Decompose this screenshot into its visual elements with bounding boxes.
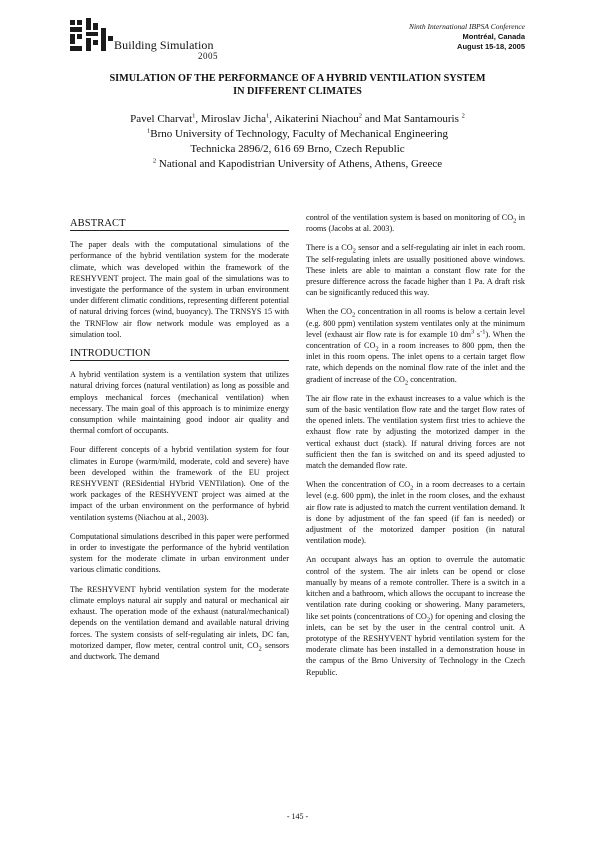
author-name: Mat Santamouris [383,113,459,125]
page-number: - 145 - [286,812,309,821]
intro-paragraph-1: A hybrid ventilation system is a ventilation system that utilizes natural driving forces (natural ventilation) as long as possible and employs mechanical forces (mechanical ventilation) when necessary. The main goal of this approach is to minimize energy consumption while maintaining good indoor air quality and thermal comfort of occupants. [70,370,289,436]
intro-paragraph-2: Four different concepts of a hybrid ventilation system for four climates in Europe (warm/mild, moderate, cold and severe) have been developed within the framework of the EU project RESHYVENT (RESidential HYbrid VENTilation). One of the work packages of the RESHYVENT project was aimed at the impact of the urban environment on the performance of hybrid ventilation systems (Niachou at al., 2003). [70,445,289,522]
affiliation-1: $^1$Brno University of Technology, Faculty of Mechanical Engineering [147,127,448,140]
body-paragraph-5: When the concentration of $CO_2$ in a room decreases to a certain level (e.g. 600 ppm), the inlet in the room closes, and the exhaust air flow rate is adjusted to match the current ventilation demand. It is done by adjustment of the fan speed (if fan is needed) or adjustment of the motorized damper position (in natural ventilation mode). [306,480,525,546]
abstract-heading: ABSTRACT [70,218,289,231]
left-column [70,212,289,670]
paper-title [70,72,525,98]
affiliation-2: $^2$ National and Kapodistrian University of Athens, Athens, Greece [152,157,443,170]
logo-text: Building Simulation [114,38,214,52]
body-paragraph-3: When the $CO_2$ concentration in all rooms is below a certain level (e.g. 800 ppm) ventilation system ventilates only at the minimum level (exhaust air flow rate is for example 10 $dm^3$ $s^{-1}$). When the concentration of $CO_2$ in a room increases to 800 ppm, then the inlet in this room opens. The inlet opens to a certain target flow rate, which depends on the nominal flow rate of the inlet and the gradient of increase of the $CO_2$ concentration. [306,307,526,387]
author-list: Pavel Charvat$^1$, Miroslav Jicha$^1$, Aikaterini Niachou$^2$ and Mat Santamouris $^2$ [130,112,465,125]
author-name: Aikaterini Niachou [274,113,359,125]
author-block [70,112,525,172]
title-line-2: IN DIFFERENT CLIMATES [233,86,362,97]
body-paragraph-4: The air flow rate in the exhaust increases to a value which is the sum of the basic ventilation flow rate and the target flow rates of the opened inlets. The ventilation system first tries to achieve the exhaust flow rate by adjusting the motorized damper in the vertical exhaust duct (stack). If natural driving forces are not sufficient then the fan is switched on and its speed adjusted to match the demanded flow rate. [306,393,525,471]
body-paragraph-1: control of the ventilation system is based on monitoring of $CO_2$ in rooms (Jacobs at al. 2003). [306,213,525,234]
right-column [306,212,525,686]
introduction-heading: INTRODUCTION [70,348,289,361]
conference-name: Ninth International IBPSA Conference [408,22,525,31]
abstract-text: The paper deals with the computational simulations of the performance of the hybrid ventilation system for the moderate climate, which was developed within the framework of the RESHYVENT project. The main goal of the simulations was to investigate the performance of the system in urban environment under different climatic conditions, representing different potential of natural driving forces (wind, buoyancy). The TRNSYS 15 with the TRNFlow air flow network module was employed as a simulation tool. [70,240,289,339]
logo-mark [70,18,114,58]
body-paragraph-2: There is a $CO_2$ sensor and a self-regulating air inlet in each room. The self-regulating inlets are usually positioned above windows. These inlets are able to maintan a constant flow rate for the presure difference across the facade higher than 1 Pa. A draft risk can be significantly reduced this way. [306,243,525,298]
conference-info [409,22,525,52]
logo-year: 2005 [198,51,218,61]
conference-dates: August 15-18, 2005 [457,42,525,51]
conference-location: Montréal, Canada [462,32,525,41]
title-line-1: SIMULATION OF THE PERFORMANCE OF A HYBRID VENTILATION SYSTEM [109,73,486,84]
author-name: Pavel Charvat [130,113,193,125]
intro-paragraph-3: Computational simulations described in this paper were performed in order to investigate the performance of the hybrid ventilation system for the moderate climate in urban environment under various climatic conditions. [70,531,289,575]
intro-paragraph-4: The RESHYVENT hybrid ventilation system for the moderate climate employs natural air supply and natural or mechanical air exhaust. The operation mode of the exhaust (natural/mechanical) depends on the ventilation demand and available natural driving forces. The system consists of self-regulating air inlets, DC fan, motorized damper, flow meter, central control unit, $CO_2$ sensors and ductwork. The demand [70,584,290,661]
conference-logo [70,18,218,60]
affiliation-1-address: Technicka 2896/2, 616 69 Brno, Czech Republic [190,143,405,155]
body-paragraph-6: An occupant always has an option to overrule the automatic control of the system. The air inlets can be opend or close manually by means of a remote controller. There is a switch in a kitchen and a bathroom, which allows the occupant to increase the ventilation rate during cooking or showering. Many parameters, like set points (concentrations of $CO_2$) for opening and closing the inlets, can be set by the user in the central control unit. A prototype of the RESHYVENT hybrid ventilation system for the moderate climate has been installed in a demonstration house in the campus of the Brno University of Technology in the Czech Republic. [306,555,525,677]
author-name: Miroslav Jicha [200,113,266,125]
